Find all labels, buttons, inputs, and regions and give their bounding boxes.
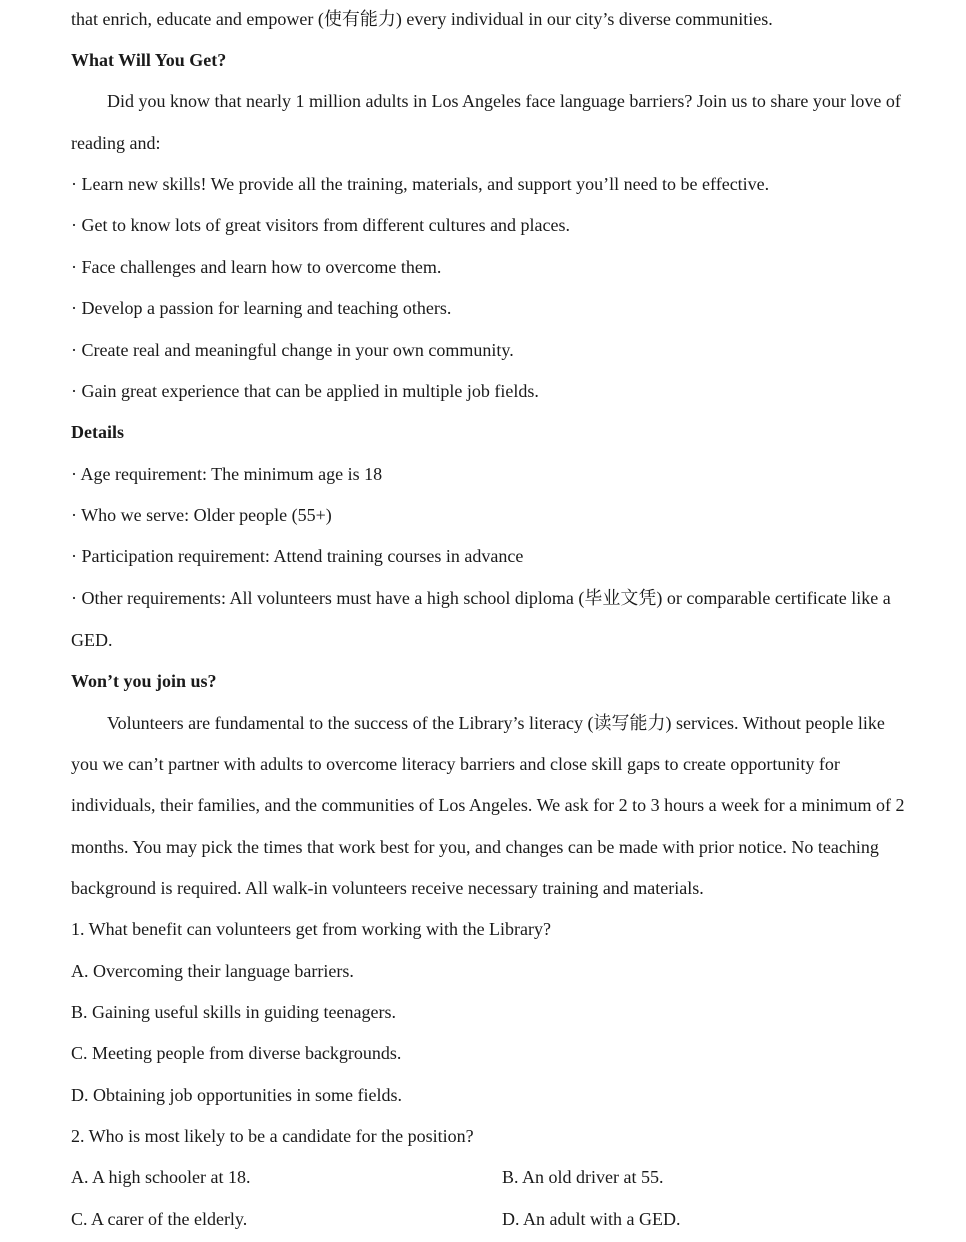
section1-paragraph-line-2: reading and:	[71, 133, 161, 153]
benefit-bullet: · Get to know lots of great visitors from different cultures and places.	[71, 215, 571, 235]
question-2-option-c: C. A carer of the elderly.	[71, 1209, 248, 1229]
benefit-bullet: · Develop a passion for learning and teaching others.	[71, 298, 452, 318]
detail-bullet: · Participation requirement: Attend training courses in advance	[71, 546, 524, 566]
join-paragraph-line: individuals, their families, and the communities of Los Angeles. We ask for 2 to 3 hours a week for a minimum of 2	[71, 795, 905, 815]
question-1-option-c: C. Meeting people from diverse backgrounds.	[71, 1043, 402, 1063]
question-1-option-d: D. Obtaining job opportunities in some fields.	[71, 1085, 402, 1105]
question-2-stem: 2. Who is most likely to be a candidate for the position?	[71, 1126, 474, 1146]
question-1-option-b: B. Gaining useful skills in guiding teenagers.	[71, 1002, 396, 1022]
join-paragraph-line: Volunteers are fundamental to the success of the Library’s literacy (读写能力) services. Without people like	[107, 713, 885, 733]
benefit-bullet: · Face challenges and learn how to overcome them.	[71, 257, 442, 277]
heading-what-will-you-get: What Will You Get?	[71, 50, 227, 70]
benefit-bullet: · Gain great experience that can be applied in multiple job fields.	[71, 381, 539, 401]
join-paragraph-line: background is required. All walk-in volunteers receive necessary training and materials.	[71, 878, 704, 898]
benefit-bullet: · Create real and meaningful change in your own community.	[71, 340, 514, 360]
detail-bullet: · Other requirements: All volunteers must have a high school diploma (毕业文凭) or comparable certificate like a	[71, 588, 891, 608]
detail-bullet: · Age requirement: The minimum age is 18	[71, 464, 383, 484]
section1-paragraph-line-1: Did you know that nearly 1 million adults in Los Angeles face language barriers? Join us to share your love of	[107, 91, 901, 111]
detail-bullet-continuation: GED.	[71, 630, 113, 650]
question-1-option-a: A. Overcoming their language barriers.	[71, 961, 354, 981]
question-2-option-b: B. An old driver at 55.	[502, 1167, 664, 1187]
heading-join-us: Won’t you join us?	[71, 671, 217, 691]
question-1-stem: 1. What benefit can volunteers get from working with the Library?	[71, 919, 552, 939]
intro-line: that enrich, educate and empower (使有能力) every individual in our city’s diverse communities.	[71, 9, 773, 29]
heading-details: Details	[71, 422, 124, 442]
question-2-option-a: A. A high schooler at 18.	[71, 1167, 251, 1187]
detail-bullet: · Who we serve: Older people (55+)	[71, 505, 332, 525]
join-paragraph-line: you we can’t partner with adults to overcome literacy barriers and close skill gaps to create opportunity for	[71, 754, 840, 774]
question-2-option-d: D. An adult with a GED.	[502, 1209, 681, 1229]
join-paragraph-line: months. You may pick the times that work best for you, and changes can be made with prior notice. No teaching	[71, 837, 879, 857]
benefit-bullet: · Learn new skills! We provide all the training, materials, and support you’ll need to be effective.	[71, 174, 770, 194]
